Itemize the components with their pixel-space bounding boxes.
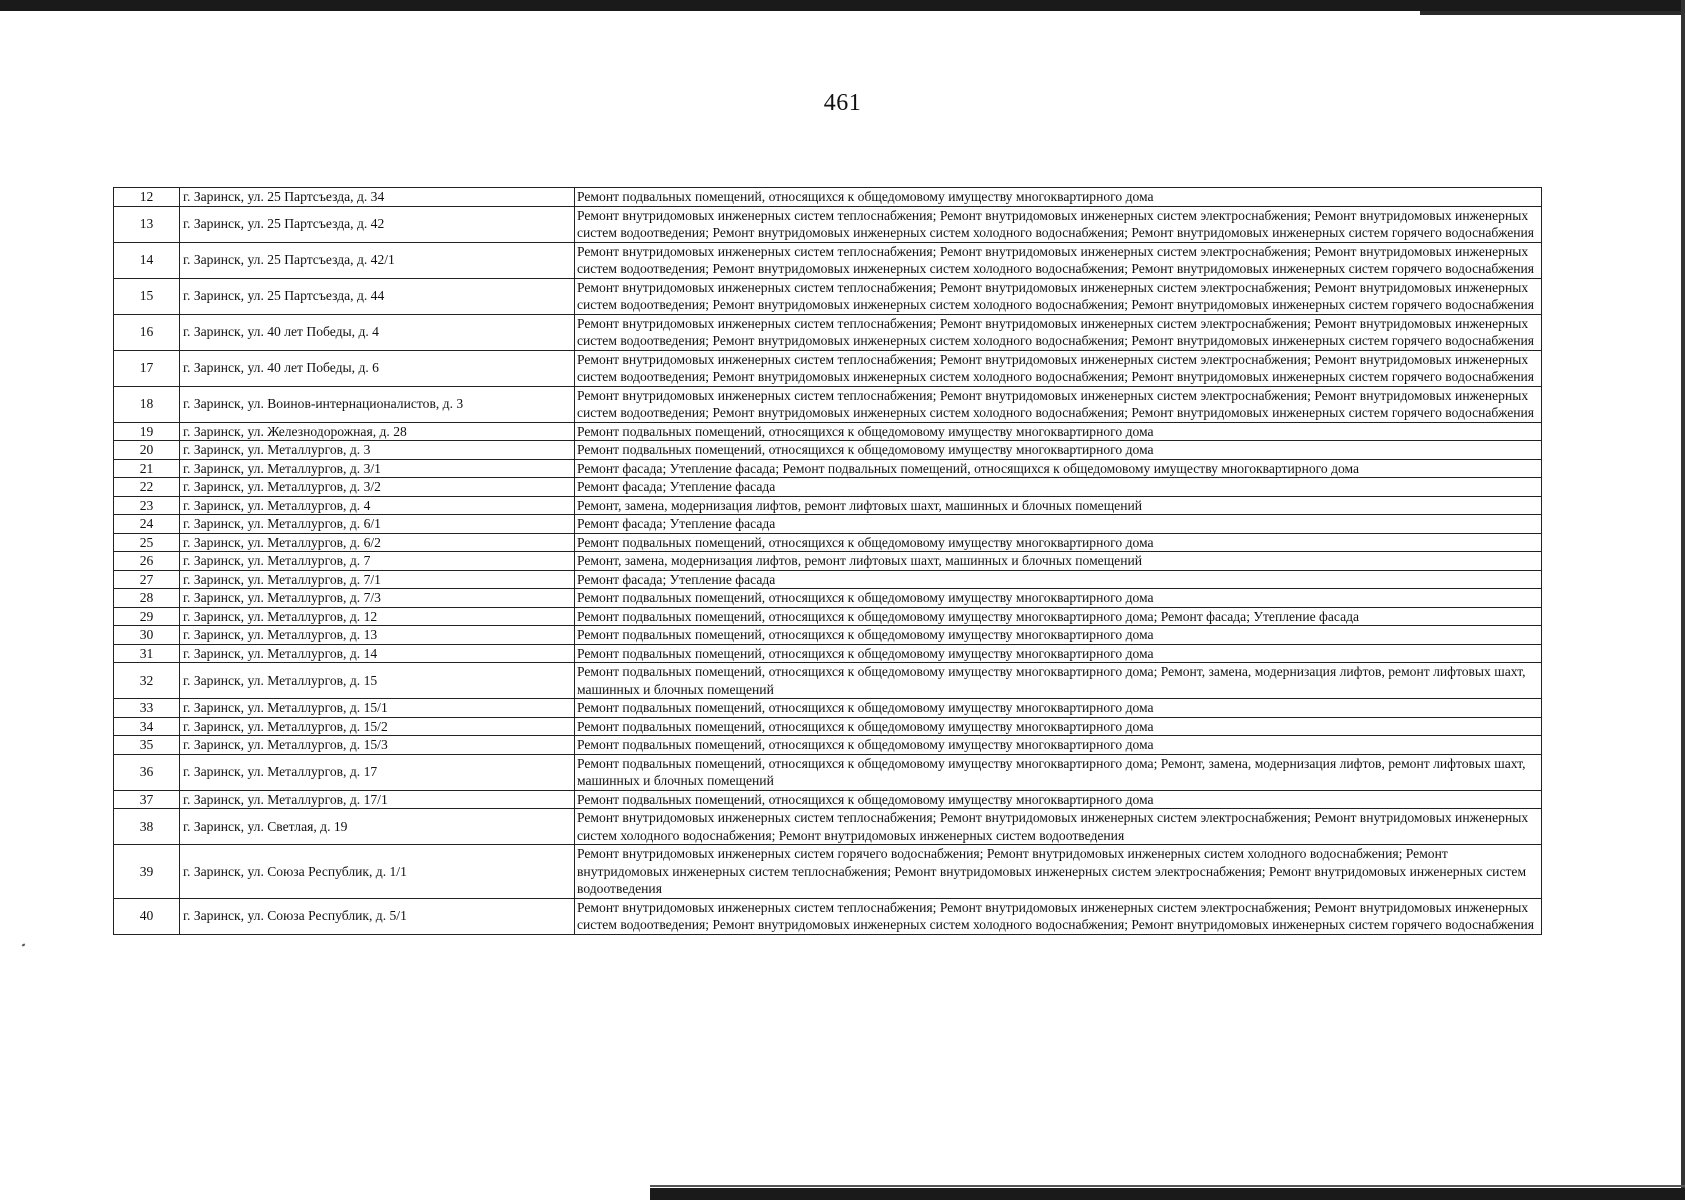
table-row	[114, 552, 1542, 571]
table-row	[114, 898, 1542, 934]
row-number: 40	[114, 898, 180, 934]
row-works: Ремонт внутридомовых инженерных систем теплоснабжения; Ремонт внутридомовых инженерных систем электроснабжения; Ремонт внутридомовых инженерных систем водоотведения; Ремонт внутридомовых инженерных систем холодного водоснабжения; Ремонт внутридомовых инженерных систем горячего водоснабжения	[575, 314, 1542, 350]
row-number: 26	[114, 552, 180, 571]
table-row	[114, 717, 1542, 736]
row-number: 13	[114, 206, 180, 242]
table-row	[114, 626, 1542, 645]
row-address: г. Заринск, ул. Металлургов, д. 6/1	[180, 515, 575, 534]
row-works: Ремонт внутридомовых инженерных систем теплоснабжения; Ремонт внутридомовых инженерных систем электроснабжения; Ремонт внутридомовых инженерных систем водоотведения; Ремонт внутридомовых инженерных систем холодного водоснабжения; Ремонт внутридомовых инженерных систем горячего водоснабжения	[575, 350, 1542, 386]
table-row	[114, 644, 1542, 663]
row-number: 23	[114, 496, 180, 515]
row-number: 19	[114, 422, 180, 441]
row-number: 15	[114, 278, 180, 314]
row-address: г. Заринск, ул. Металлургов, д. 3/1	[180, 459, 575, 478]
row-address: г. Заринск, ул. Металлургов, д. 17	[180, 754, 575, 790]
row-address: г. Заринск, ул. Металлургов, д. 15/3	[180, 736, 575, 755]
row-works: Ремонт внутридомовых инженерных систем теплоснабжения; Ремонт внутридомовых инженерных систем электроснабжения; Ремонт внутридомовых инженерных систем водоотведения; Ремонт внутридомовых инженерных систем холодного водоснабжения; Ремонт внутридомовых инженерных систем горячего водоснабжения	[575, 278, 1542, 314]
scan-edge-top-thin	[1420, 11, 1685, 15]
row-works: Ремонт внутридомовых инженерных систем теплоснабжения; Ремонт внутридомовых инженерных систем электроснабжения; Ремонт внутридомовых инженерных систем водоотведения; Ремонт внутридомовых инженерных систем холодного водоснабжения; Ремонт внутридомовых инженерных систем горячего водоснабжения	[575, 206, 1542, 242]
row-number: 17	[114, 350, 180, 386]
table-row	[114, 459, 1542, 478]
table-row	[114, 589, 1542, 608]
table-row	[114, 736, 1542, 755]
row-address: г. Заринск, ул. Металлургов, д. 15/2	[180, 717, 575, 736]
row-address: г. Заринск, ул. Воинов-интернационалистов, д. 3	[180, 386, 575, 422]
row-works: Ремонт, замена, модернизация лифтов, ремонт лифтовых шахт, машинных и блочных помещений	[575, 496, 1542, 515]
row-works: Ремонт подвальных помещений, относящихся к общедомовому имуществу многоквартирного дома	[575, 790, 1542, 809]
repair-register-table	[113, 187, 1542, 935]
row-number: 28	[114, 589, 180, 608]
row-works: Ремонт фасада; Утепление фасада	[575, 570, 1542, 589]
row-address: г. Заринск, ул. Металлургов, д. 15/1	[180, 699, 575, 718]
row-address: г. Заринск, ул. 25 Партсъезда, д. 42/1	[180, 242, 575, 278]
table-row	[114, 314, 1542, 350]
table-row	[114, 845, 1542, 899]
register-body	[114, 188, 1542, 935]
row-number: 38	[114, 809, 180, 845]
table-row	[114, 515, 1542, 534]
scan-edge-bottom	[650, 1188, 1685, 1200]
row-works: Ремонт подвальных помещений, относящихся к общедомовому имуществу многоквартирного дома	[575, 533, 1542, 552]
row-number: 32	[114, 663, 180, 699]
row-works: Ремонт, замена, модернизация лифтов, ремонт лифтовых шахт, машинных и блочных помещений	[575, 552, 1542, 571]
row-address: г. Заринск, ул. Металлургов, д. 14	[180, 644, 575, 663]
table-row	[114, 496, 1542, 515]
table-row	[114, 790, 1542, 809]
row-address: г. Заринск, ул. Металлургов, д. 6/2	[180, 533, 575, 552]
table-row	[114, 478, 1542, 497]
row-address: г. Заринск, ул. Металлургов, д. 15	[180, 663, 575, 699]
row-number: 39	[114, 845, 180, 899]
scan-edge-bottom-thin	[650, 1185, 1685, 1187]
row-number: 21	[114, 459, 180, 478]
row-number: 14	[114, 242, 180, 278]
page-number: 461	[823, 90, 862, 116]
row-number: 29	[114, 607, 180, 626]
scan-speck	[22, 943, 26, 946]
row-works: Ремонт подвальных помещений, относящихся к общедомовому имуществу многоквартирного дома	[575, 422, 1542, 441]
row-works: Ремонт подвальных помещений, относящихся к общедомовому имуществу многоквартирного дома	[575, 626, 1542, 645]
row-number: 35	[114, 736, 180, 755]
row-address: г. Заринск, ул. Союза Республик, д. 1/1	[180, 845, 575, 899]
table-row	[114, 754, 1542, 790]
row-works: Ремонт подвальных помещений, относящихся к общедомовому имуществу многоквартирного дома	[575, 736, 1542, 755]
row-address: г. Заринск, ул. Союза Республик, д. 5/1	[180, 898, 575, 934]
row-works: Ремонт фасада; Утепление фасада; Ремонт подвальных помещений, относящихся к общедомовому имуществу многоквартирного дома	[575, 459, 1542, 478]
scan-edge-top	[0, 0, 1685, 11]
table-row	[114, 607, 1542, 626]
row-address: г. Заринск, ул. 25 Партсъезда, д. 44	[180, 278, 575, 314]
table-row	[114, 350, 1542, 386]
table-row	[114, 206, 1542, 242]
row-address: г. Заринск, ул. Металлургов, д. 4	[180, 496, 575, 515]
row-number: 12	[114, 188, 180, 207]
table-row	[114, 441, 1542, 460]
row-address: г. Заринск, ул. 40 лет Победы, д. 4	[180, 314, 575, 350]
row-number: 18	[114, 386, 180, 422]
row-address: г. Заринск, ул. Железнодорожная, д. 28	[180, 422, 575, 441]
row-works: Ремонт внутридомовых инженерных систем теплоснабжения; Ремонт внутридомовых инженерных систем электроснабжения; Ремонт внутридомовых инженерных систем холодного водоснабжения; Ремонт внутридомовых инженерных систем водоотведения	[575, 809, 1542, 845]
row-works: Ремонт внутридомовых инженерных систем теплоснабжения; Ремонт внутридомовых инженерных систем электроснабжения; Ремонт внутридомовых инженерных систем водоотведения; Ремонт внутридомовых инженерных систем холодного водоснабжения; Ремонт внутридомовых инженерных систем горячего водоснабжения	[575, 898, 1542, 934]
row-works: Ремонт подвальных помещений, относящихся к общедомовому имуществу многоквартирного дома	[575, 717, 1542, 736]
row-number: 20	[114, 441, 180, 460]
row-number: 34	[114, 717, 180, 736]
table-row	[114, 422, 1542, 441]
row-number: 25	[114, 533, 180, 552]
row-number: 27	[114, 570, 180, 589]
table-row	[114, 533, 1542, 552]
row-address: г. Заринск, ул. Светлая, д. 19	[180, 809, 575, 845]
row-number: 33	[114, 699, 180, 718]
row-works: Ремонт подвальных помещений, относящихся к общедомовому имуществу многоквартирного дома; Ремонт, замена, модернизация лифтов, ремонт лифтовых шахт, машинных и блочных помещений	[575, 754, 1542, 790]
table-row	[114, 188, 1542, 207]
row-works: Ремонт подвальных помещений, относящихся к общедомовому имуществу многоквартирного дома	[575, 644, 1542, 663]
table-row	[114, 699, 1542, 718]
row-address: г. Заринск, ул. 25 Партсъезда, д. 34	[180, 188, 575, 207]
row-address: г. Заринск, ул. Металлургов, д. 7	[180, 552, 575, 571]
table-row	[114, 663, 1542, 699]
row-address: г. Заринск, ул. Металлургов, д. 13	[180, 626, 575, 645]
row-works: Ремонт подвальных помещений, относящихся к общедомовому имуществу многоквартирного дома; Ремонт фасада; Утепление фасада	[575, 607, 1542, 626]
row-address: г. Заринск, ул. Металлургов, д. 12	[180, 607, 575, 626]
table-row	[114, 278, 1542, 314]
row-address: г. Заринск, ул. 40 лет Победы, д. 6	[180, 350, 575, 386]
row-works: Ремонт подвальных помещений, относящихся к общедомовому имуществу многоквартирного дома; Ремонт, замена, модернизация лифтов, ремонт лифтовых шахт, машинных и блочных помещений	[575, 663, 1542, 699]
row-works: Ремонт подвальных помещений, относящихся к общедомовому имуществу многоквартирного дома	[575, 188, 1542, 207]
row-works: Ремонт подвальных помещений, относящихся к общедомовому имуществу многоквартирного дома	[575, 441, 1542, 460]
row-works: Ремонт внутридомовых инженерных систем горячего водоснабжения; Ремонт внутридомовых инженерных систем холодного водоснабжения; Ремонт внутридомовых инженерных систем теплоснабжения; Ремонт внутридомовых инженерных систем электроснабжения; Ремонт внутридомовых инженерных систем водоотведения	[575, 845, 1542, 899]
row-number: 24	[114, 515, 180, 534]
row-works: Ремонт внутридомовых инженерных систем теплоснабжения; Ремонт внутридомовых инженерных систем электроснабжения; Ремонт внутридомовых инженерных систем водоотведения; Ремонт внутридомовых инженерных систем холодного водоснабжения; Ремонт внутридомовых инженерных систем горячего водоснабжения	[575, 242, 1542, 278]
row-address: г. Заринск, ул. Металлургов, д. 3/2	[180, 478, 575, 497]
row-address: г. Заринск, ул. Металлургов, д. 17/1	[180, 790, 575, 809]
row-works: Ремонт фасада; Утепление фасада	[575, 515, 1542, 534]
table-row	[114, 386, 1542, 422]
row-number: 30	[114, 626, 180, 645]
row-number: 31	[114, 644, 180, 663]
row-number: 37	[114, 790, 180, 809]
row-number: 16	[114, 314, 180, 350]
row-number: 36	[114, 754, 180, 790]
row-address: г. Заринск, ул. 25 Партсъезда, д. 42	[180, 206, 575, 242]
row-works: Ремонт подвальных помещений, относящихся к общедомовому имуществу многоквартирного дома	[575, 699, 1542, 718]
table-row	[114, 242, 1542, 278]
row-address: г. Заринск, ул. Металлургов, д. 3	[180, 441, 575, 460]
table-row	[114, 570, 1542, 589]
table-row	[114, 809, 1542, 845]
row-number: 22	[114, 478, 180, 497]
scan-edge-right	[1681, 0, 1685, 1200]
row-address: г. Заринск, ул. Металлургов, д. 7/1	[180, 570, 575, 589]
row-works: Ремонт фасада; Утепление фасада	[575, 478, 1542, 497]
row-address: г. Заринск, ул. Металлургов, д. 7/3	[180, 589, 575, 608]
row-works: Ремонт подвальных помещений, относящихся к общедомовому имуществу многоквартирного дома	[575, 589, 1542, 608]
row-works: Ремонт внутридомовых инженерных систем теплоснабжения; Ремонт внутридомовых инженерных систем электроснабжения; Ремонт внутридомовых инженерных систем водоотведения; Ремонт внутридомовых инженерных систем холодного водоснабжения; Ремонт внутридомовых инженерных систем горячего водоснабжения	[575, 386, 1542, 422]
